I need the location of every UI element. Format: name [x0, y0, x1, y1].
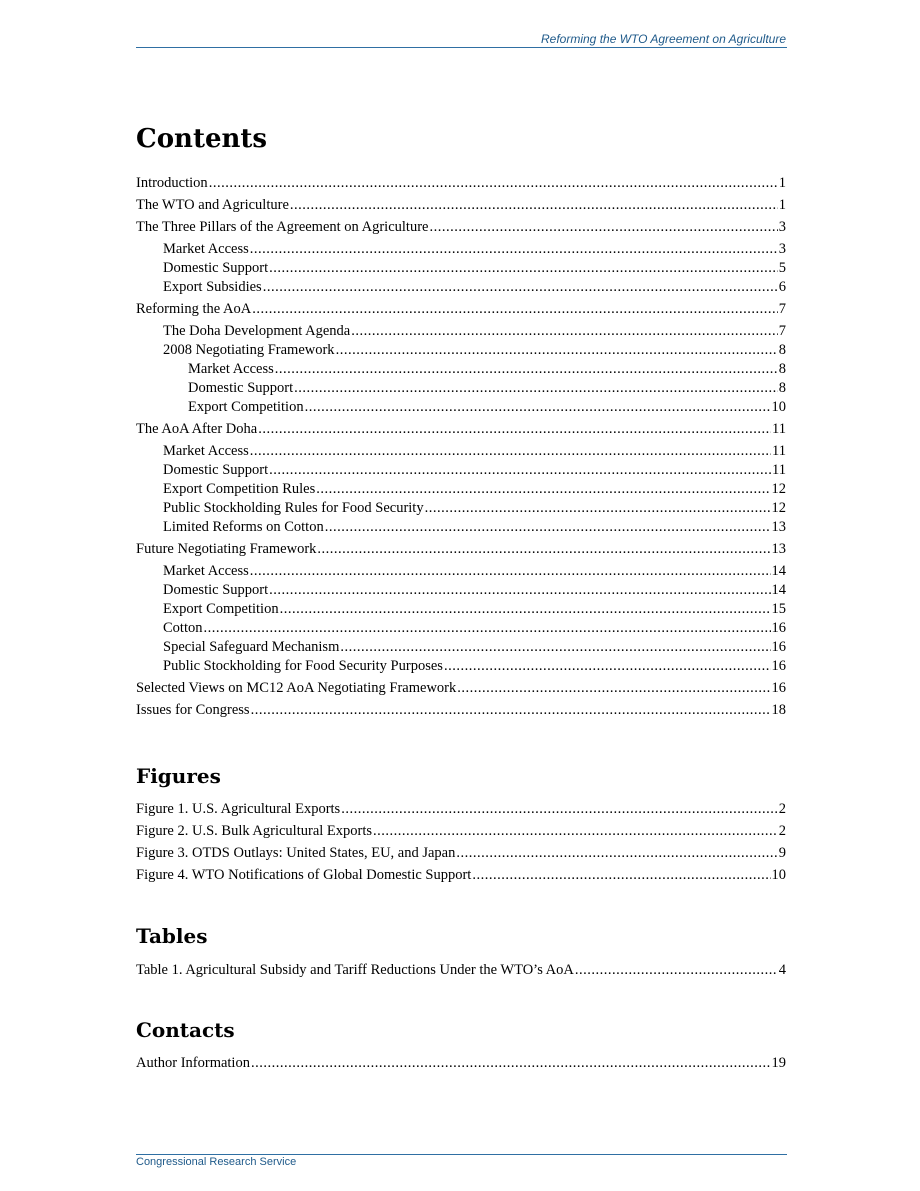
running-header-title: Reforming the WTO Agreement on Agriculture: [541, 32, 786, 46]
tables-title: Tables: [136, 924, 208, 948]
toc-entry[interactable]: [136, 398, 786, 417]
toc-entry-label: Domestic Support: [163, 462, 269, 478]
toc-entry-page: 7: [778, 301, 786, 317]
table-entry-label: Table 1. Agricultural Subsidy and Tariff Reductions Under the WTO’s AoA: [136, 962, 574, 978]
toc-entry[interactable]: [136, 461, 786, 480]
figure-entry-page: 2: [778, 823, 786, 839]
figure-entry[interactable]: [136, 822, 786, 841]
toc-entry-label: Special Safeguard Mechanism: [163, 639, 340, 655]
toc-entry-page: 12: [771, 500, 786, 516]
toc-entry-page: 16: [771, 658, 786, 674]
figure-entry[interactable]: [136, 866, 786, 885]
footer-rule: [136, 1154, 787, 1155]
figure-entry-page: 2: [778, 801, 786, 817]
figure-entry[interactable]: [136, 844, 786, 863]
toc-entry-page: 7: [778, 323, 786, 339]
toc-entry-page: 15: [771, 601, 786, 617]
contact-entry-label: Author Information: [136, 1055, 250, 1071]
toc-entry[interactable]: [136, 540, 786, 559]
toc-entry-label: Domestic Support: [188, 380, 294, 396]
toc-entry-page: 16: [771, 620, 786, 636]
figures-title: Figures: [136, 764, 221, 788]
toc-entry-label: The Three Pillars of the Agreement on Agriculture: [136, 219, 429, 235]
toc-entry-page: 3: [778, 241, 786, 257]
toc-entry[interactable]: [136, 278, 786, 297]
toc-entry[interactable]: [136, 300, 786, 319]
toc-entry[interactable]: [136, 379, 786, 398]
tables-list: [136, 961, 786, 980]
toc-entry[interactable]: [136, 420, 786, 439]
toc-entry[interactable]: [136, 600, 786, 619]
toc-entry-page: 3: [778, 219, 786, 235]
toc-entry-label: Reforming the AoA: [136, 301, 252, 317]
toc-entry[interactable]: [136, 480, 786, 499]
contents-list: [136, 174, 786, 720]
toc-entry[interactable]: [136, 581, 786, 600]
toc-entry[interactable]: [136, 341, 786, 360]
toc-entry-page: 11: [772, 443, 786, 459]
toc-entry-page: 6: [778, 279, 786, 295]
toc-entry-page: 11: [772, 462, 786, 478]
toc-entry-label: Selected Views on MC12 AoA Negotiating Framework: [136, 680, 457, 696]
toc-entry[interactable]: [136, 259, 786, 278]
figure-entry-label: Figure 4. WTO Notifications of Global Domestic Support: [136, 867, 472, 883]
figure-entry-label: Figure 1. U.S. Agricultural Exports: [136, 801, 341, 817]
toc-entry[interactable]: [136, 360, 786, 379]
toc-entry[interactable]: [136, 638, 786, 657]
toc-entry-label: Issues for Congress: [136, 702, 250, 718]
toc-entry-page: 8: [778, 361, 786, 377]
toc-entry[interactable]: [136, 499, 786, 518]
toc-entry-page: 14: [771, 563, 786, 579]
figure-entry[interactable]: [136, 800, 786, 819]
figure-entry-page: 9: [778, 845, 786, 861]
toc-entry-label: Introduction: [136, 175, 208, 191]
toc-entry[interactable]: [136, 322, 786, 341]
toc-entry-page: 12: [771, 481, 786, 497]
toc-entry[interactable]: [136, 562, 786, 581]
toc-entry-label: The Doha Development Agenda: [163, 323, 351, 339]
toc-entry-label: Export Competition: [163, 601, 279, 617]
toc-entry-label: Market Access: [163, 443, 249, 459]
toc-entry-label: Limited Reforms on Cotton: [163, 519, 324, 535]
toc-entry-page: 10: [771, 399, 786, 415]
toc-entry-label: 2008 Negotiating Framework: [163, 342, 335, 358]
toc-entry-label: Export Subsidies: [163, 279, 262, 295]
toc-entry-label: Domestic Support: [163, 260, 269, 276]
toc-entry-page: 1: [778, 197, 786, 213]
toc-entry[interactable]: [136, 442, 786, 461]
toc-entry-label: Market Access: [188, 361, 274, 377]
toc-entry[interactable]: [136, 240, 786, 259]
contacts-list: [136, 1054, 786, 1073]
toc-entry[interactable]: [136, 196, 786, 215]
toc-entry-page: 13: [771, 519, 786, 535]
toc-entry-page: 8: [778, 342, 786, 358]
toc-entry[interactable]: [136, 218, 786, 237]
toc-entry-page: 18: [771, 702, 786, 718]
toc-entry-label: Cotton: [163, 620, 203, 636]
toc-entry-page: 13: [771, 541, 786, 557]
toc-entry-label: Market Access: [163, 563, 249, 579]
toc-entry-label: The AoA After Doha: [136, 421, 258, 437]
toc-entry-page: 8: [778, 380, 786, 396]
toc-entry-label: Market Access: [163, 241, 249, 257]
toc-entry[interactable]: [136, 619, 786, 638]
toc-entry-label: Future Negotiating Framework: [136, 541, 317, 557]
contents-title: Contents: [136, 124, 268, 154]
table-entry-page: 4: [778, 962, 786, 978]
toc-entry-label: Export Competition Rules: [163, 481, 316, 497]
toc-entry-label: Domestic Support: [163, 582, 269, 598]
figures-list: [136, 800, 786, 885]
toc-entry[interactable]: [136, 679, 786, 698]
figure-entry-label: Figure 3. OTDS Outlays: United States, EU, and Japan: [136, 845, 456, 861]
footer-source: Congressional Research Service: [136, 1156, 297, 1168]
figure-entry-page: 10: [771, 867, 786, 883]
contact-entry[interactable]: [136, 1054, 786, 1073]
toc-entry[interactable]: [136, 701, 786, 720]
toc-entry-page: 1: [778, 175, 786, 191]
toc-entry-page: 16: [771, 639, 786, 655]
figure-entry-label: Figure 2. U.S. Bulk Agricultural Exports: [136, 823, 373, 839]
toc-entry-page: 11: [772, 421, 786, 437]
table-entry[interactable]: [136, 961, 786, 980]
toc-entry[interactable]: [136, 174, 786, 193]
contacts-title: Contacts: [136, 1018, 235, 1042]
header-rule: [136, 47, 787, 48]
toc-entry-label: Public Stockholding Rules for Food Security: [163, 500, 424, 516]
contact-entry-page: 19: [771, 1055, 786, 1071]
toc-entry-page: 16: [771, 680, 786, 696]
toc-entry-label: Export Competition: [188, 399, 304, 415]
toc-entry[interactable]: [136, 518, 786, 537]
toc-entry-label: The WTO and Agriculture: [136, 197, 289, 213]
toc-entry-label: Public Stockholding for Food Security Purposes: [163, 658, 443, 674]
toc-entry-page: 14: [771, 582, 786, 598]
toc-entry[interactable]: [136, 657, 786, 676]
toc-entry-page: 5: [778, 260, 786, 276]
